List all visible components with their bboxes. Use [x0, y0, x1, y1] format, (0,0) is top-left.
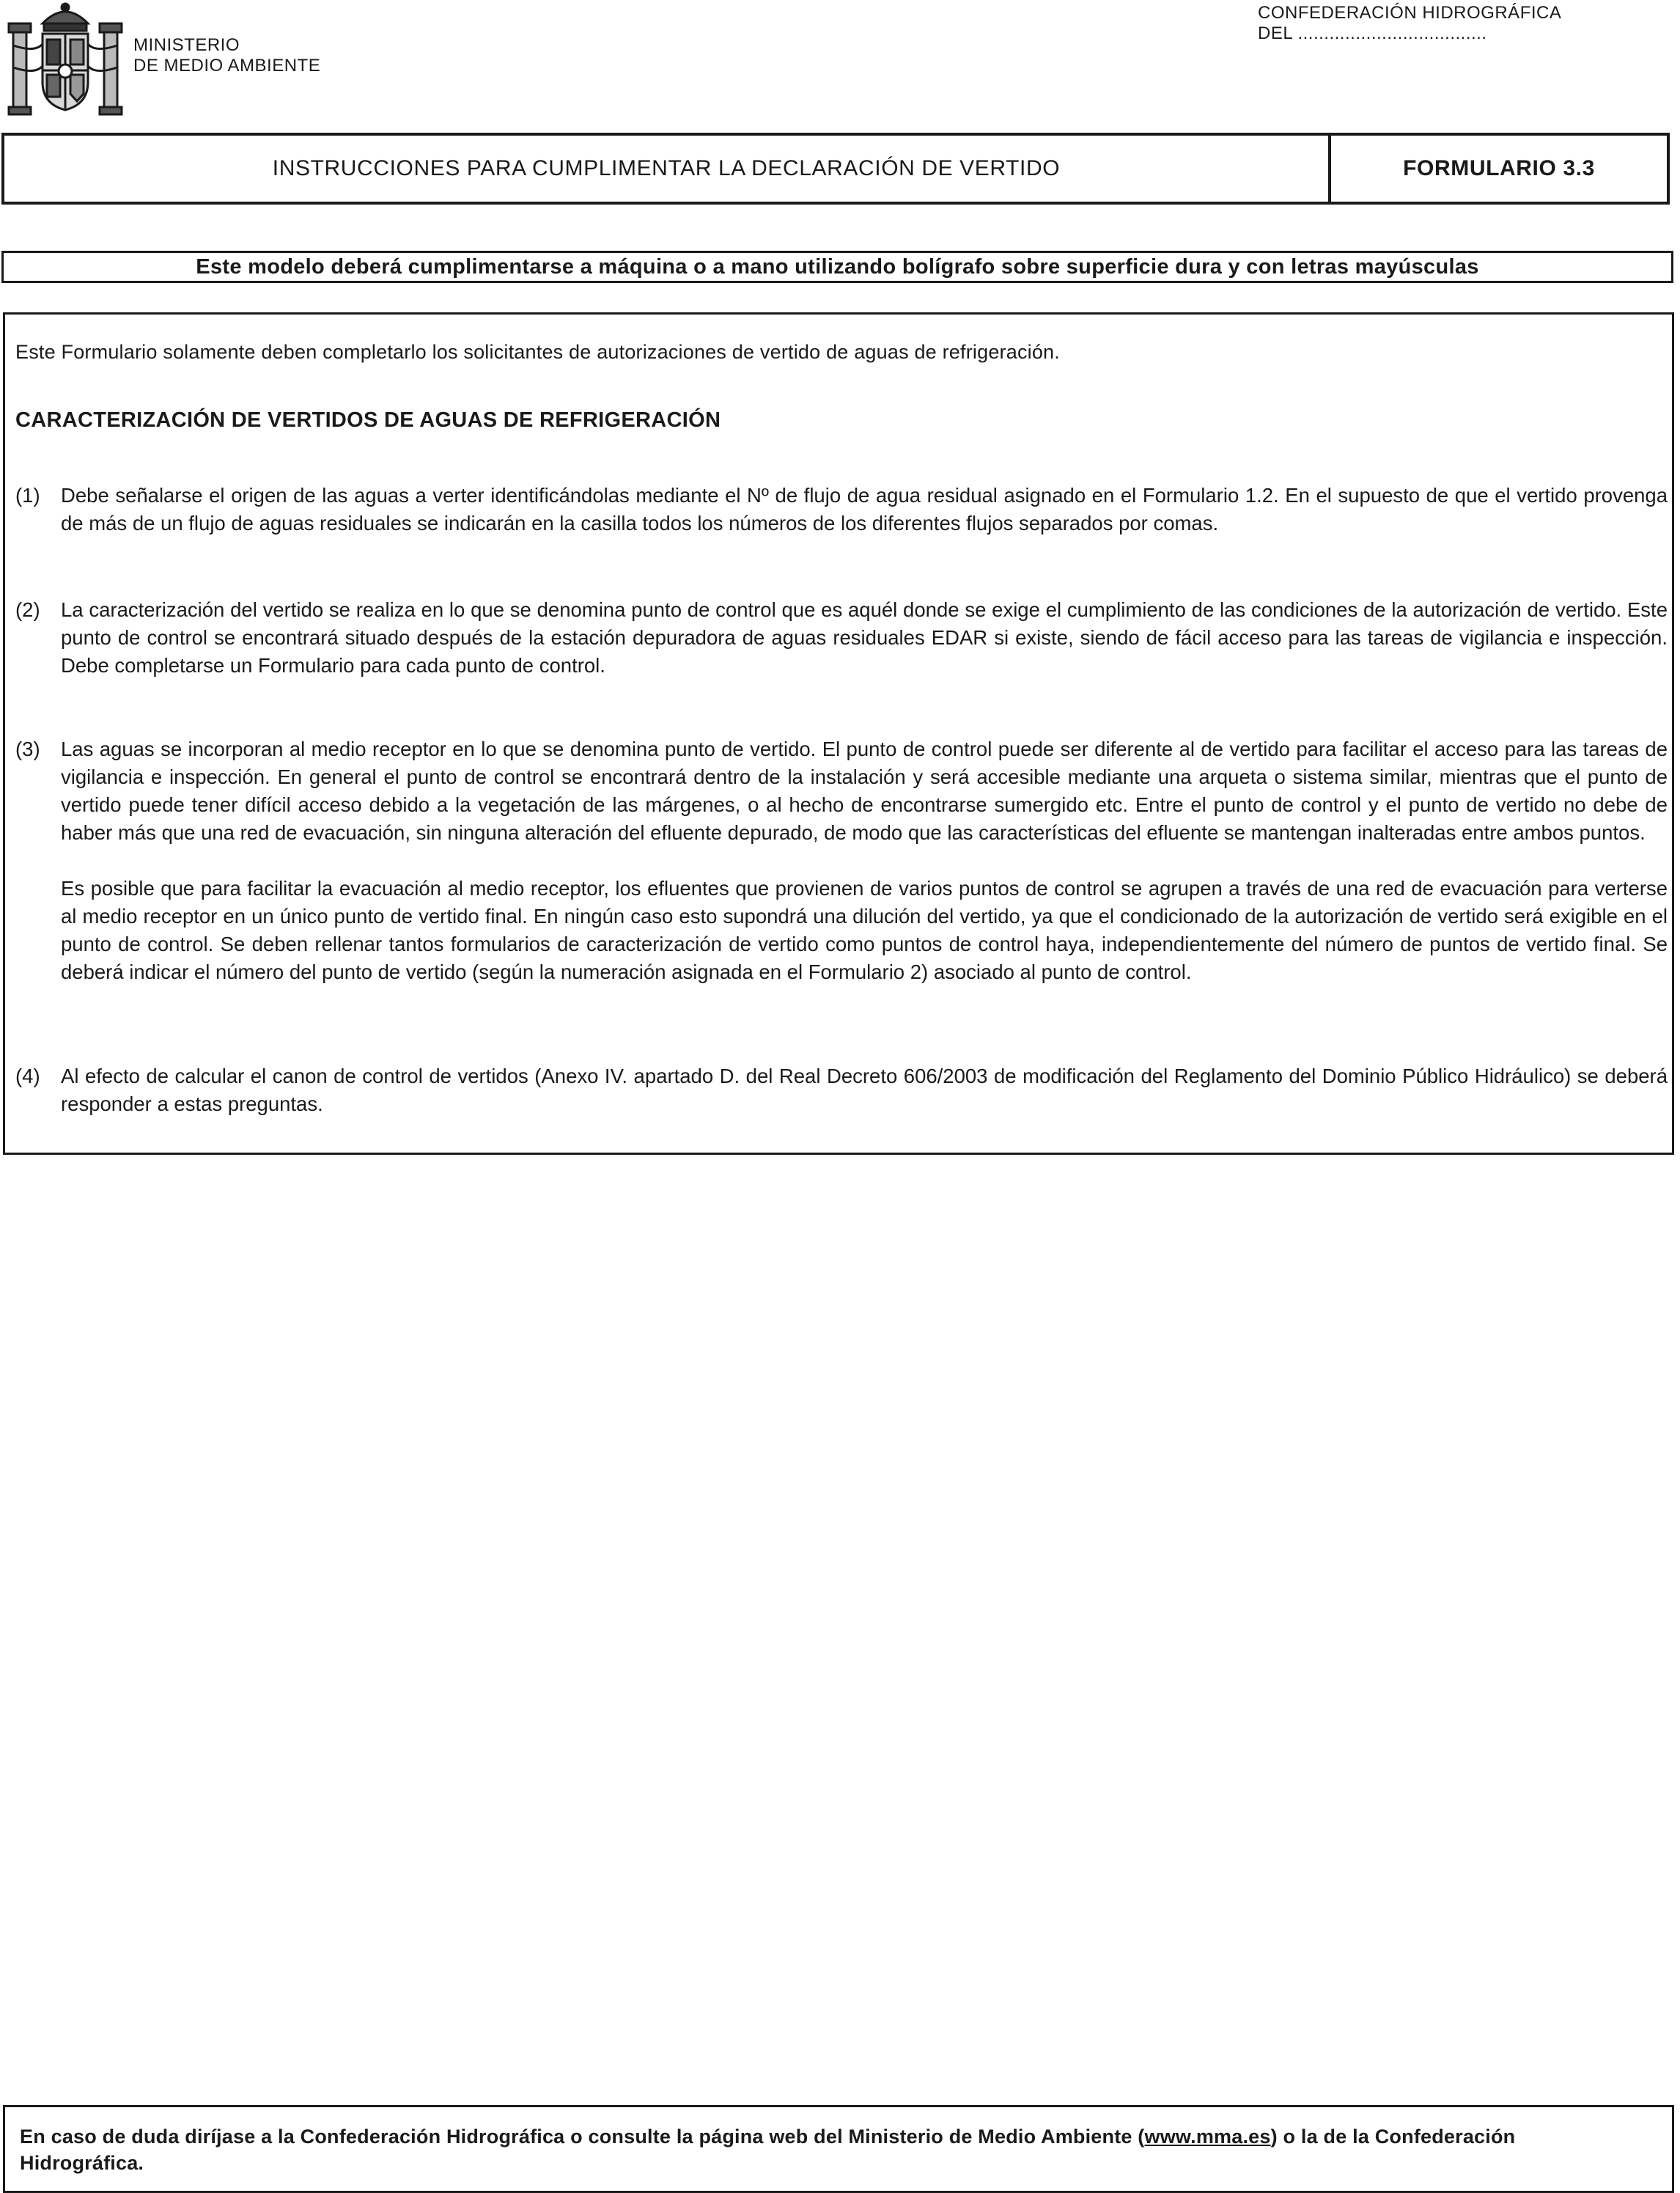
item-paragraph: La caracterización del vertido se realiza en lo que se denomina punto de control que es aquél donde se exige el cumplimiento de las condiciones de la autorización de vertido. Este punto de control se encontrará situado después de la estación depuradora de aguas residuales EDAR si existe, siendo de fácil acceso para las tareas de vigilancia e inspección. Debe completarse un Formulario para cada punto de control. [61, 598, 1668, 677]
ministry-line-1: MINISTERIO [133, 35, 240, 55]
title-bar [1, 133, 1670, 205]
item-number: (3) [15, 738, 40, 760]
form-label: FORMULARIO 3.3 [1403, 156, 1595, 180]
ministry-line-2: DE MEDIO AMBIENTE [133, 56, 321, 76]
item-number: (1) [15, 484, 40, 507]
instruction-item-3 [15, 735, 1668, 986]
instructions-box [3, 312, 1674, 1155]
instruction-item-1 [15, 482, 1668, 537]
confederation-block [1258, 3, 1561, 44]
instruction-item-4 [15, 1062, 1668, 1118]
document-title: INSTRUCCIONES PARA CUMPLIMENTAR LA DECLARACIÓN DE VERTIDO [4, 136, 1331, 202]
ministry-name [133, 35, 320, 76]
footer-text-after: ) o la de la Confederación Hidrográfica. [20, 2126, 1516, 2174]
intro-text: Este Formulario solamente deben completarlo los solicitantes de autorizaciones de vertido de aguas de refrigeración. [15, 341, 1060, 363]
item-paragraph: Es posible que para facilitar la evacuación al medio receptor, los efluentes que provienen de varios puntos de control se agrupen a través de una red de evacuación para verterse al medio receptor en un único punto de vertido final. En ningún caso esto supondrá una dilución del vertido, ya que el condicionado de la autorización de vertido será exigible en el punto de control. Se deben rellenar tantos formularios de caracterización de vertido como puntos de control haya, independientemente del número de puntos de vertido final. Se deberá indicar el número del punto de vertido (según la numeración asignada en el Formulario 2) asociado al punto de control. [61, 877, 1668, 983]
coat-of-arms-icon [6, 1, 125, 116]
confederation-del-field: DEL .................................... [1258, 23, 1487, 43]
help-footer [3, 2105, 1674, 2193]
item-paragraph: Al efecto de calcular el canon de control de vertidos (Anexo IV. apartado D. del Real Decreto 606/2003 de modificación del Reglamento del Dominio Público Hidráulico) se deberá responder a estas preguntas. [61, 1065, 1668, 1115]
section-title: CARACTERIZACIÓN DE VERTIDOS DE AGUAS DE REFRIGERACIÓN [15, 408, 721, 432]
item-paragraph: Las aguas se incorporan al medio receptor en lo que se denomina punto de vertido. El punto de control puede ser diferente al de vertido para facilitar el acceso para las tareas de vigilancia e inspección. En general el punto de control se encontrará dentro de la instalación y será accesible mediante una arqueta o sistema similar, mientras que el punto de vertido puede tener difícil acceso debido a la vegetación de las márgenes, o al hecho de encontrarse sumergido etc. Entre el punto de control y el punto de vertido no debe de haber más que una red de evacuación, sin ninguna alteración del efluente depurado, de modo que las características del efluente se mantengan inalteradas entre ambos puntos. [61, 738, 1668, 844]
footer-text [20, 2123, 1577, 2176]
instruction-item-2 [15, 596, 1668, 680]
footer-text-before: En caso de duda diríjase a la Confederación Hidrográfica o consulte la página web del Ministerio de Medio Ambiente ( [20, 2126, 1145, 2148]
item-paragraph: Debe señalarse el origen de las aguas a verter identificándolas mediante el Nº de flujo de agua residual asignado en el Formulario 1.2. En el supuesto de que el vertido provenga de más de un flujo de aguas residuales se indicarán en la casilla todos los números de los diferentes flujos separados por comas. [61, 484, 1668, 535]
fill-instructions-notice: Este modelo deberá cumplimentarse a máquina o a mano utilizando bolígrafo sobre superficie dura y con letras mayúsculas [1, 251, 1673, 283]
item-number: (4) [15, 1065, 40, 1087]
item-number: (2) [15, 598, 40, 621]
confederation-line-1: CONFEDERACIÓN HIDROGRÁFICA [1258, 3, 1562, 23]
ministry-website-link[interactable]: www.mma.es [1144, 2126, 1271, 2148]
